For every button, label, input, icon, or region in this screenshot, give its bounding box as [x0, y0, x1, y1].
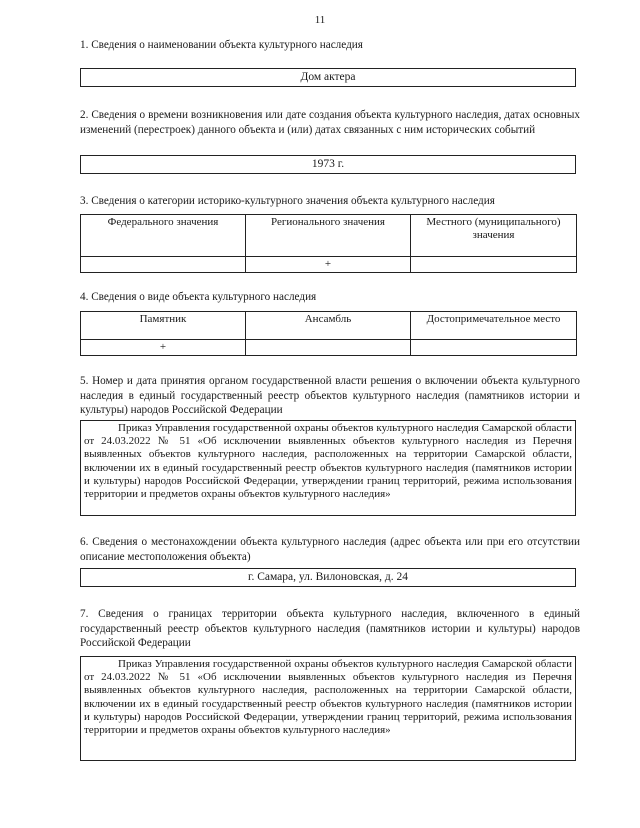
- type-landmark-header: Достопримечательное место: [411, 312, 577, 340]
- type-landmark-mark: [411, 340, 577, 356]
- type-monument-mark: +: [81, 340, 246, 356]
- section-2-heading: 2. Сведения о времени возникновения или дате создания объекта культурного наследия, датах основных изменений (перестроек) данного объекта и (или) датах связанных с ним исторических событий: [80, 109, 580, 136]
- creation-date-value: 1973 г.: [311, 158, 345, 170]
- creation-date-box: [80, 155, 576, 174]
- boundaries-order-text: Приказ Управления государственной охраны объектов культурного наследия Самарской области от 24.03.2022 № 51 «Об исключении выявленных объектов культурного наследия из Перечня выявленных объектов культурного наследия, расположенных на территории Самарской области, включении их в единый государственный реестр объектов культурного наследия (памятников истории и культуры) народов Российской Федерации, утверждении границ территорий, режима использования территории и предметов охраны объектов культурного наследия»: [84, 658, 572, 737]
- section-6-heading: 6. Сведения о местонахождении объекта культурного наследия (адрес объекта или при его отсутствии описание местоположения объекта): [80, 536, 580, 563]
- section-5-heading: 5. Номер и дата принятия органом государственной власти решения о включении объекта культурного наследия в единый государственный реестр объектов культурного наследия (памятников истории и культуры) народов Российской Федерации: [80, 375, 580, 416]
- section-1-heading: 1. Сведения о наименовании объекта культурного наследия: [80, 39, 363, 51]
- type-ensemble-mark: [246, 340, 411, 356]
- object-name-box: [80, 68, 576, 87]
- type-monument-header: Памятник: [81, 312, 246, 340]
- category-regional-mark: +: [246, 257, 411, 273]
- location-box: [80, 568, 576, 587]
- category-regional-header: Регионального значения: [246, 215, 411, 257]
- category-table: [80, 214, 577, 273]
- type-table: [80, 311, 577, 356]
- category-federal-mark: [81, 257, 246, 273]
- location-value: г. Самара, ул. Вилоновская, д. 24: [248, 571, 408, 583]
- section-4-heading: 4. Сведения о виде объекта культурного наследия: [80, 291, 317, 303]
- category-federal-header: Федерального значения: [81, 215, 246, 257]
- section-7-heading: 7. Сведения о границах территории объекта культурного наследия, включенного в единый государственный реестр объектов культурного наследия (памятников истории и культуры) народов Российской Федерации: [80, 608, 580, 649]
- type-ensemble-header: Ансамбль: [246, 312, 411, 340]
- boundaries-order-box: [80, 656, 576, 761]
- category-local-mark: [411, 257, 577, 273]
- inclusion-order-box: [80, 420, 576, 516]
- category-local-header: Местного (муниципального) значения: [411, 215, 577, 257]
- page-number: 11: [314, 14, 326, 26]
- object-name-value: Дом актера: [300, 71, 356, 83]
- section-3-heading: 3. Сведения о категории историко-культурного значения объекта культурного наследия: [80, 195, 495, 207]
- inclusion-order-text: Приказ Управления государственной охраны объектов культурного наследия Самарской области от 24.03.2022 № 51 «Об исключении выявленных объектов культурного наследия из Перечня выявленных объектов культурного наследия, расположенных на территории Самарской области, включении их в единый государственный реестр объектов культурного наследия (памятников истории и культуры) народов Российской Федерации, утверждении границ территорий, режима использования территории и предметов охраны объектов культурного наследия»: [84, 422, 572, 501]
